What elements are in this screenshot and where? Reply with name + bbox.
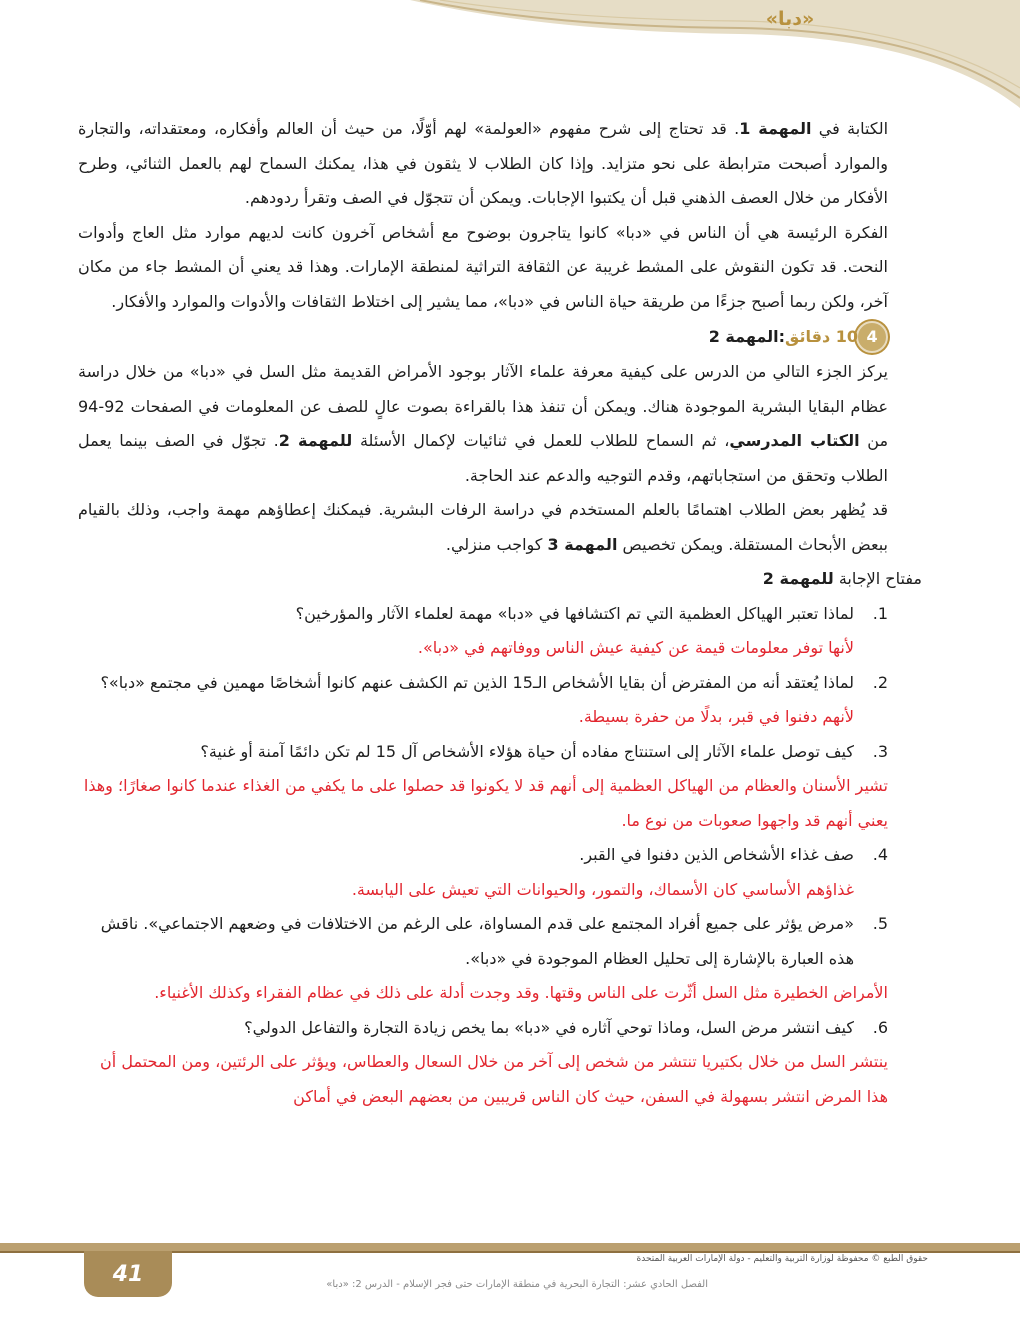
list-item: 6. كيف انتشر مرض السل، وماذا توحي آثاره في «دبا» بما يخص زيادة التجارة والتفاعل الدولي؟ ينتشر السل من خلال بكتيريا تنتشر من شخص إلى آخر من خلال السعال والعطاس، ويؤثر على الرئتين، ومن المحتمل أن هذا المرض انتشر بسهولة في السفن، حيث كان الناس قريبين من بعضهم البعض في أماكن [78,1011,888,1115]
task-2-title: المهمة 2 [708,326,779,346]
list-item: 4. صف غذاء الأشخاص الذين دفنوا في القبر. غذاؤهم الأساسي كان الأسماك، والتمور، والحيوانات التي تعيش على اليابسة. [78,838,888,907]
list-item: 1. لماذا تعتبر الهياكل العظمية التي تم اكتشافها في «دبا» مهمة لعلماء الآثار والمؤرخين؟ لأنها توفر معلومات قيمة عن كيفية عيش الناس ووفاتهم في «دبا». [78,597,888,666]
answer-text: غذاؤهم الأساسي كان الأسماك، والتمور، والحيوانات التي تعيش على اليابسة. [351,879,854,899]
list-item: 5. «مرض يؤثر على جميع أفراد المجتمع على قدم المساواة، على الرغم من الاختلافات في وضعهم الاجتماعي». ناقش هذه العبارة بالإشارة إلى تحليل العظام الموجودة في «دبا». الأمراض الخطيرة مثل السل أثّرت على الناس وقتها. وقد وجدت أدلة على ذلك في عظام الفقراء وكذلك الأغنياء. [78,907,888,1011]
task-2-heading: 4 10 دقائق : المهمة 2 [78,319,888,355]
question-text: كيف انتشر مرض السل، وماذا توحي آثاره في «دبا» بما يخص زيادة التجارة والتفاعل الدولي؟ [244,1017,854,1037]
chapter-reference: الفصل الحادي عشر: التجارة البحرية في منطقة الإمارات حتى فجر الإسلام - الدرس 2: «دبا» [326,1279,708,1290]
question-text: «مرض يؤثر على جميع أفراد المجتمع على قدم المساواة، على الرغم من الاختلافات في وضعهم الاجتماعي». ناقش هذه العبارة بالإشارة إلى تحليل العظام الموجودة في «دبا». [100,914,854,968]
copyright-notice: حقوق الطبع © محفوظة لوزارة التربية والتعليم - دولة الإمارات العربية المتحدة [636,1254,928,1264]
answer-text: لأنهم دفنوا في قبر، بدلًا من حفرة بسيطة. [578,707,854,726]
question-text: لماذا تعتبر الهياكل العظمية التي تم اكتشافها في «دبا» مهمة لعلماء الآثار والمؤرخين؟ [295,603,854,623]
question-text: كيف توصل علماء الآثار إلى استنتاج مفاده أن حياة هؤلاء الأشخاص آل 15 لم تكن دائمًا آمنة أو غنية؟ [200,741,854,761]
footer-rule [0,1243,1020,1251]
intro-paragraph-1: الكتابة في المهمة 1. قد تحتاج إلى شرح مفهوم «العولمة» لهم أوّلًا، من حيث أن العالم وأفكاره، ومعتقداته، والتجارة والموارد أصبحت مترابطة على نحو متزايد. وإذا كان الطلاب لا يثقون في هذا، يمكنك السماح لهم بالعمل الثنائي، وطرح الأفكار من خلال العصف الذهني قبل أن يكتبوا الإجابات. ويمكن أن تتجوّل في الصف وتقرأ ردودهم. [78,119,889,207]
task-2-paragraph-1: يركز الجزء التالي من الدرس على كيفية معرفة علماء الآثار بوجود الأمراض القديمة مثل السل في «دبا» من خلال دراسة عظام البقايا البشرية الموجودة هناك. ويمكن أن تنفذ هذا بالقراءة بصوت عالٍ للصف عن المعلومات في الصفحات 92-94 من الكتاب المدرسي، ثم السماح للطلاب للعمل في ثنائيات لإكمال الأسئلة للمهمة 2. تجوّل في الصف بينما يعمل الطلاب وتحقق من استجاباتهم، وقدم التوجيه والدعم عند الحاجة. [78,362,889,485]
answer-text: لأنها توفر معلومات قيمة عن كيفية عيش الناس ووفاتهم في «دبا». [417,638,854,657]
question-text: لماذا يُعتقد أنه من المفترض أن بقايا الأشخاص الـ15 الذين تم الكشف عنهم كانوا أشخاصًا مهمين في مجتمع «دبا»؟ [100,672,854,692]
list-item: 2. لماذا يُعتقد أنه من المفترض أن بقايا الأشخاص الـ15 الذين تم الكشف عنهم كانوا أشخاصًا مهمين في مجتمع «دبا»؟ لأنهم دفنوا في قبر، بدلًا من حفرة بسيطة. [78,666,888,735]
answer-key-heading: مفتاح الإجابة للمهمة 2 [762,569,922,588]
answer-text: الأمراض الخطيرة مثل السل أثّرت على الناس وقتها. وقد وجدت أدلة على ذلك في عظام الفقراء وكذلك الأغنياء. [154,983,888,1002]
answer-text: ينتشر السل من خلال بكتيريا تنتشر من شخص إلى آخر من خلال السعال والعطاس، ويؤثر على الرئتين، ومن المحتمل أن هذا المرض انتشر بسهولة في السفن، حيث كان الناس قريبين من بعضهم البعض في أماكن [100,1052,888,1106]
header-banner [0,0,1020,110]
list-item: 3. كيف توصل علماء الآثار إلى استنتاج مفاده أن حياة هؤلاء الأشخاص آل 15 لم تكن دائمًا آمنة أو غنية؟ تشير الأسنان والعظام من الهياكل العظمية إلى أنهم قد لا يكونوا قد حصلوا على ما يكفي من الغذاء عندما كانوا صغارًا؛ وهذا يعني أنهم قد واجهوا صعوبات من نوع ما. [78,735,888,839]
question-text: صف غذاء الأشخاص الذين دفنوا في القبر. [579,845,854,864]
task-2-duration: 10 دقائق [785,326,858,346]
intro-paragraph-2: الفكرة الرئيسة هي أن الناس في «دبا» كانوا يتاجرون بوضوح مع أشخاص آخرون كانت لديهم موارد مثل العاج وأدوات النحت. قد تكون النقوش على المشط غريبة عن الثقافة التراثية لمنطقة الإمارات. وهذا قد يعني أن المشط جاء من مكان آخر، ولكن ربما أصبح جزءًا من طريقة حياة الناس في «دبا»، مما يشير إلى اختلاط الثقافات والأدوات والموارد والأفكار. [78,222,888,311]
clock-number-icon: 4 [856,321,888,353]
lesson-title: «دبا» [765,8,815,30]
answer-text: تشير الأسنان والعظام من الهياكل العظمية إلى أنهم قد لا يكونوا قد حصلوا على ما يكفي من الغذاء عندما كانوا صغارًا؛ وهذا يعني أنهم قد واجهوا صعوبات من نوع ما. [83,776,888,830]
page-number: 41 [84,1251,172,1297]
answer-key-list [78,597,888,1115]
page-content [78,112,922,1114]
task-2-paragraph-2: قد يُظهر بعض الطلاب اهتمامًا بالعلم المستخدم في دراسة الرفات البشرية. فيمكنك إعطاؤهم مهمة واجب، وذلك بالقيام ببعض الأبحاث المستقلة. ويمكن تخصيص المهمة 3 كواجب منزلي. [78,500,888,554]
